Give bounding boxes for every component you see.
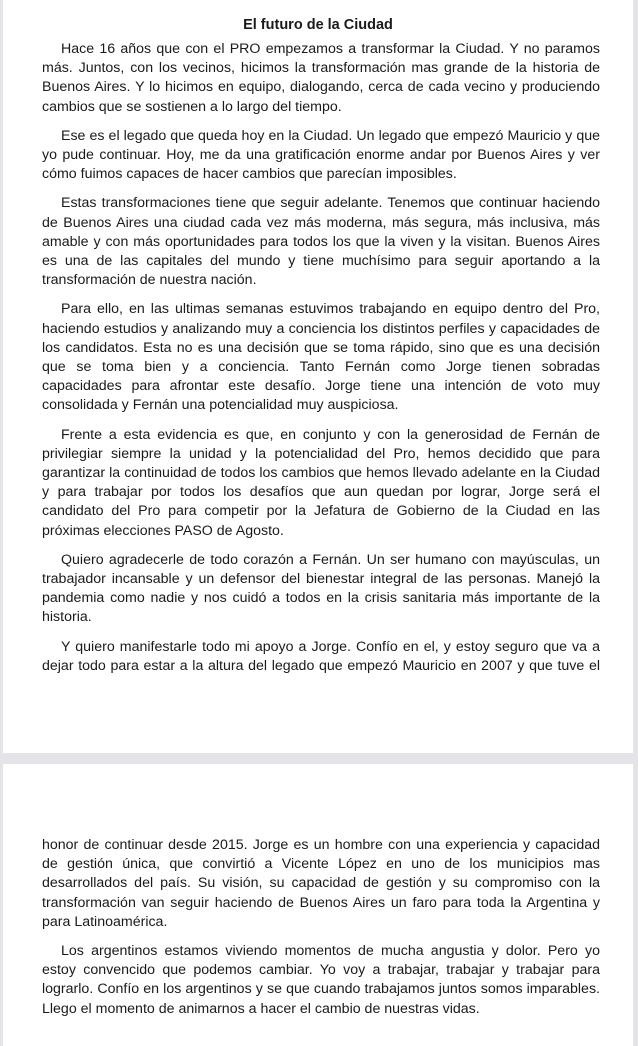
page-1-body (42, 40, 600, 686)
paragraph: Estas transformaciones tiene que seguir adelante. Tenemos que continuar haciendo de Buenos Aires una ciudad cada vez más moderna, más segura, más inclusiva, más amable y con más oportunidades para todos los que la viven y la visitan. Buenos Aires es una de las capitales del mundo y tiene muchísimo para seguir aportando a la transformación de nuestra nación. (42, 195, 600, 289)
paragraph: Quiero agradecerle de todo corazón a Fernán. Un ser humano con mayúsculas, un trabajador incansable y un defensor del bienestar integral de las personas. Manejó la pandemia como nadie y nos cuidó a todos en la crisis sanitaria más importante de la historia. (42, 551, 600, 626)
document-page-1 (3, 0, 633, 753)
paragraph: Frente a esta evidencia es que, en conjunto y con la generosidad de Fernán de privilegiar siempre la unidad y la potencialidad del Pro, hemos decidido que para garantizar la continuidad de todos los cambios que hemos llevado adelante en la Ciudad y para trabajar por todos los desafíos que aun quedan por lograr, Jorge será el candidato del Pro para competir por la Jefatura de Gobierno de la Ciudad en las próximas elecciones PASO de Agosto. (42, 426, 600, 539)
paragraph: Hace 16 años que con el PRO empezamos a transformar la Ciudad. Y no paramos más. Juntos, con los vecinos, hicimos la transformación mas grande de la historia de Buenos Aires. Y lo hicimos en equipo, dialogando, cerca de cada vecino y produciendo cambios que se sostienen a lo largo del tiempo. (42, 41, 600, 115)
paragraph-continued: honor de continuar desde 2015. Jorge es un hombre con una experiencia y capacidad de gestión única, que convirtió a Vicente López en uno de los municipios mas desarrollados del país. Su visión, su capacidad de gestión y su compromiso con la transformación van seguir haciendo de Buenos Aires un faro para toda la Argentina y para Latinoamérica. (42, 837, 600, 930)
document-page-2 (3, 764, 633, 1046)
paragraph: Ese es el legado que queda hoy en la Ciudad. Un legado que empezó Mauricio y que yo pude continuar. Hoy, me da una gratificación enorme andar por Buenos Aires y ver cómo fuimos capaces de hacer cambios que parecían imposibles. (42, 127, 600, 183)
page-2-body (42, 836, 600, 1029)
paragraph: Y quiero manifestarle todo mi apoyo a Jorge. Confío en el, y estoy seguro que va a dejar todo para estar a la altura del legado que empezó Mauricio en 2007 y que tuve el (42, 638, 600, 674)
paragraph: Para ello, en las ultimas semanas estuvimos trabajando en equipo dentro del Pro, haciendo estudios y analizando muy a conciencia los distintos perfiles y capacidades de los candidatos. Esta no es una decisión que se toma rápido, sino que es una decisión que se toma bien y a conciencia. Tanto Fernán como Jorge tienen sobradas capacidades para afrontar este desafío. Jorge tiene una intención de voto muy consolidada y Fernán una potencialidad muy auspiciosa. (42, 301, 600, 414)
document-title: El futuro de la Ciudad (243, 17, 393, 33)
paragraph: Los argentinos estamos viviendo momentos de mucha angustia y dolor. Pero yo estoy convencido que podemos cambiar. Yo voy a trabajar, trabajar y trabajar para lograrlo. Confío en los argentinos y se que cuando trabajamos juntos somos imparables. Llego el momento de animarnos a hacer el cambio de nuestras vidas. (42, 943, 600, 1017)
